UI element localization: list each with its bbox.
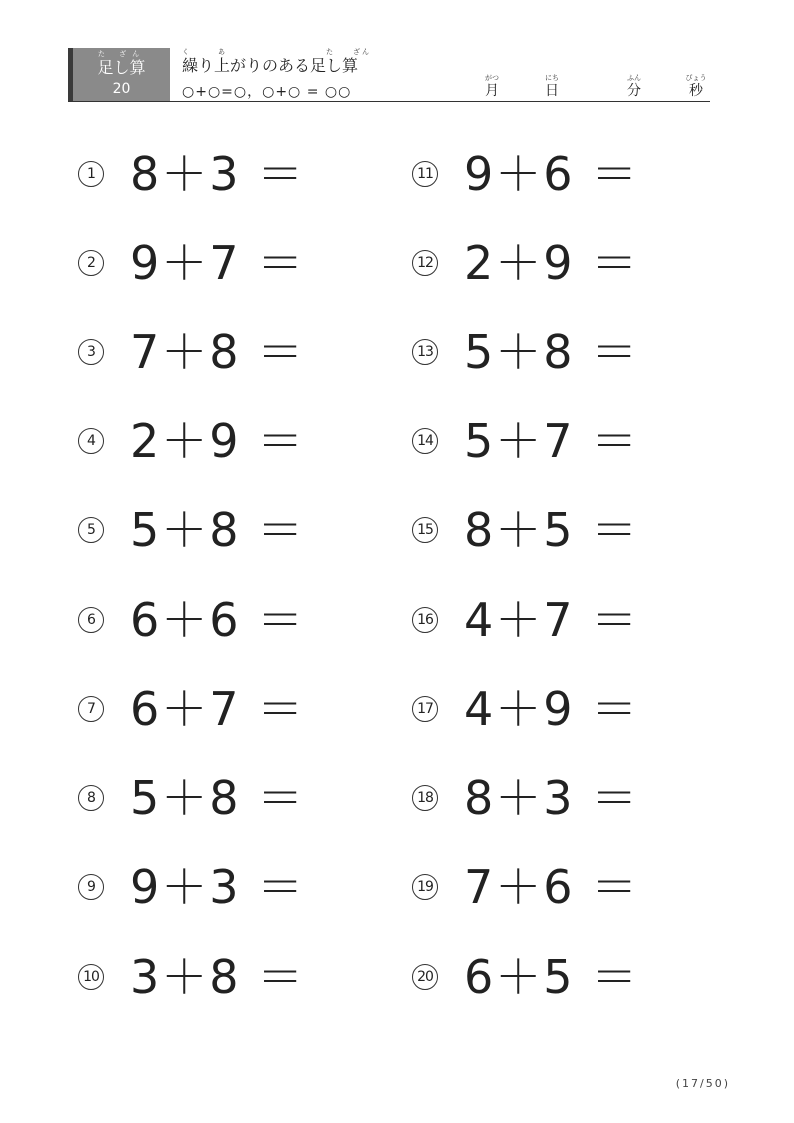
problem-9[interactable]: [78, 857, 305, 917]
minute-ruby: ふん: [627, 74, 641, 82]
problem-expression: 3＋8 ＝: [130, 950, 306, 1004]
problem-15[interactable]: [412, 500, 639, 560]
problem-7[interactable]: [78, 679, 305, 739]
problem-8[interactable]: [78, 768, 305, 828]
problem-11[interactable]: [412, 144, 639, 204]
problem-number: 17: [412, 696, 438, 722]
problem-expression: 7＋6 ＝: [464, 860, 640, 914]
problem-number: 18: [412, 785, 438, 811]
problem-expression: 5＋8 ＝: [130, 503, 306, 557]
page-counter: (17/50): [675, 1077, 730, 1090]
title-ruby: く あ た ざん: [182, 48, 371, 56]
problem-number: 20: [412, 964, 438, 990]
problem-1[interactable]: [78, 144, 305, 204]
problem-6[interactable]: [78, 590, 305, 650]
problem-number: 7: [78, 696, 104, 722]
problem-expression: 9＋7 ＝: [130, 236, 306, 290]
month-label: 月: [485, 83, 499, 99]
badge-ruby: た ざん: [97, 50, 146, 58]
page-title: 繰り上がりのある足し算: [182, 56, 359, 75]
problem-10[interactable]: [78, 947, 305, 1007]
badge-title: 足し算: [97, 58, 146, 77]
problem-number: 14: [412, 428, 438, 454]
month-field[interactable]: [472, 74, 512, 100]
problem-number: 8: [78, 785, 104, 811]
title-block: [182, 48, 371, 101]
problem-expression: 9＋6 ＝: [464, 147, 640, 201]
day-label: 日: [545, 83, 559, 99]
worksheet-header: [68, 48, 710, 102]
problem-number: 10: [78, 964, 104, 990]
problem-16[interactable]: [412, 590, 639, 650]
problem-number: 2: [78, 250, 104, 276]
problem-expression: 8＋3 ＝: [130, 147, 306, 201]
problem-2[interactable]: [78, 233, 305, 293]
worksheet-number: 20: [112, 81, 131, 97]
second-ruby: びょう: [685, 74, 707, 82]
problem-expression: 7＋8 ＝: [130, 325, 306, 379]
problem-expression: 2＋9 ＝: [130, 414, 306, 468]
problem-expression: 6＋7 ＝: [130, 682, 306, 736]
problem-expression: 5＋8 ＝: [464, 325, 640, 379]
problem-number: 19: [412, 874, 438, 900]
problem-number: 4: [78, 428, 104, 454]
category-badge: [68, 48, 170, 101]
problem-expression: 6＋5 ＝: [464, 950, 640, 1004]
minute-label: 分: [627, 83, 641, 99]
problem-number: 3: [78, 339, 104, 365]
problem-14[interactable]: [412, 411, 639, 471]
problem-expression: 4＋9 ＝: [464, 682, 640, 736]
problem-expression: 5＋7 ＝: [464, 414, 640, 468]
problem-20[interactable]: [412, 947, 639, 1007]
problem-4[interactable]: [78, 411, 305, 471]
problem-expression: 6＋6 ＝: [130, 593, 306, 647]
problem-expression: 4＋7 ＝: [464, 593, 640, 647]
problem-12[interactable]: [412, 233, 639, 293]
problem-number: 15: [412, 517, 438, 543]
month-ruby: がつ: [485, 74, 499, 82]
problem-13[interactable]: [412, 322, 639, 382]
problem-expression: 8＋3 ＝: [464, 771, 640, 825]
second-field[interactable]: [676, 74, 716, 100]
problem-18[interactable]: [412, 768, 639, 828]
problem-5[interactable]: [78, 500, 305, 560]
problem-expression: 5＋8 ＝: [130, 771, 306, 825]
problem-3[interactable]: [78, 322, 305, 382]
page-subtitle: ○+○=○，○+○ = ○○: [182, 84, 352, 100]
problem-19[interactable]: [412, 857, 639, 917]
problem-number: 9: [78, 874, 104, 900]
second-label: 秒: [689, 83, 703, 99]
minute-field[interactable]: [614, 74, 654, 100]
problem-number: 16: [412, 607, 438, 633]
problem-number: 11: [412, 161, 438, 187]
header-rule: [68, 101, 710, 102]
problem-expression: 8＋5 ＝: [464, 503, 640, 557]
problem-number: 6: [78, 607, 104, 633]
problem-number: 12: [412, 250, 438, 276]
day-field[interactable]: [532, 74, 572, 100]
day-ruby: にち: [545, 74, 559, 82]
problem-number: 5: [78, 517, 104, 543]
problem-17[interactable]: [412, 679, 639, 739]
problem-expression: 2＋9 ＝: [464, 236, 640, 290]
problem-expression: 9＋3 ＝: [130, 860, 306, 914]
problem-number: 13: [412, 339, 438, 365]
problem-number: 1: [78, 161, 104, 187]
